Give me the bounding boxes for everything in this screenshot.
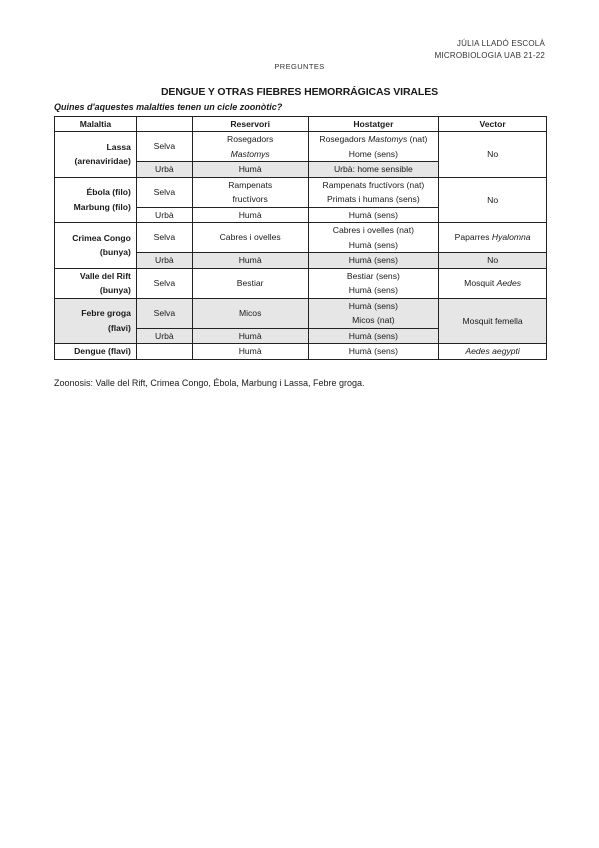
hostatger-cell: Humà (sens): [308, 328, 439, 344]
table-row: [55, 268, 547, 298]
reservori-cell: [192, 132, 308, 162]
vector-cell: No: [439, 132, 547, 178]
reservori-cell: [192, 177, 308, 207]
hostatger-text: (nat): [407, 134, 428, 144]
reservori-text: Rampenats: [228, 179, 273, 190]
hostatger-cell: [308, 132, 439, 162]
hostatger-line: Primats i humans (sens): [327, 194, 420, 204]
hostatger-cell: [308, 223, 439, 253]
hostatger-cell: [308, 298, 439, 328]
type-cell: Urbà: [136, 253, 192, 269]
disease-family: (bunya): [99, 285, 131, 295]
vector-cell: Mosquit femella: [439, 298, 547, 344]
hostatger-line: Humà (sens): [348, 239, 398, 250]
reservori-cell: Cabres i ovelles: [192, 223, 308, 253]
disease-name: Ébola (filo): [86, 187, 131, 198]
type-cell: Selva: [136, 268, 192, 298]
header-malaltia: Malaltia: [55, 117, 137, 132]
reservori-cell: Bestiar: [192, 268, 308, 298]
hostatger-cell: Humà (sens): [308, 207, 439, 223]
reservori-cell: Humà: [192, 344, 308, 360]
reservori-cell: Micos: [192, 298, 308, 328]
vector-cell: [439, 223, 547, 253]
hostatger-cell: Humà (sens): [308, 344, 439, 360]
type-cell: Urbà: [136, 328, 192, 344]
reservori-text: Rosegadors: [226, 134, 274, 144]
hostatger-cell: [308, 268, 439, 298]
table-row: [55, 223, 547, 253]
table-row: [55, 344, 547, 360]
table-row: [55, 177, 547, 207]
type-cell: Selva: [136, 132, 192, 162]
disease-family: (flavi): [108, 322, 131, 333]
question-text: Quines d'aquestes malalties tenen un cicle zoonòtic?: [54, 102, 283, 112]
reservori-cell: Humà: [192, 162, 308, 178]
author-name: JÚLIA LLADÓ ESCOLÀ: [456, 39, 545, 48]
reservori-text: fructívors: [232, 194, 268, 204]
header-vector: Vector: [439, 117, 547, 132]
disease-name: Febre groga: [81, 308, 131, 319]
hostatger-cell: Humà (sens): [308, 253, 439, 269]
vector-cell: No: [439, 253, 547, 269]
zoonosis-answer: Zoonosis: Valle del Rift, Crimea Congo, Ébola, Marbung i Lassa, Febre groga.: [54, 378, 365, 388]
reservori-cell: Humà: [192, 328, 308, 344]
vector-species: Hyalomna: [491, 232, 531, 243]
vector-text: Paparres: [454, 232, 492, 243]
author-block: [435, 38, 545, 62]
page-title: DENGUE Y OTRAS FIEBRES HEMORRÁGICAS VIRALES: [160, 86, 439, 98]
hostatger-line: Bestiar (sens): [346, 270, 400, 281]
diseases-table: [54, 116, 547, 360]
type-cell: Selva: [136, 298, 192, 328]
disease-name: Crimea Congo: [72, 232, 131, 243]
header-type: [136, 117, 192, 132]
vector-species: Aedes: [496, 277, 522, 288]
disease-name: Marbung (filo): [73, 201, 131, 212]
hostatger-text: Rosegadors: [319, 134, 369, 144]
hostatger-line: Micos (nat): [352, 315, 395, 325]
type-cell: Selva: [136, 223, 192, 253]
hostatger-cell: [308, 177, 439, 207]
disease-family: (bunya): [99, 247, 131, 258]
disease-family: (arenaviridae): [74, 156, 131, 167]
disease-cell: [55, 298, 137, 344]
type-cell: [136, 344, 192, 360]
type-cell: Urbà: [136, 162, 192, 178]
vector-cell: [439, 268, 547, 298]
course-name: MICROBIOLOGIA UAB 21-22: [434, 51, 545, 60]
section-label: PREGUNTES: [274, 62, 325, 71]
hostatger-line: Rampenats fructívors (nat): [322, 179, 425, 190]
disease-cell: [55, 132, 137, 178]
reservori-species: Mastomys: [230, 148, 270, 159]
hostatger-line: Home (sens): [348, 148, 398, 159]
hostatger-cell: Urbà: home sensible: [308, 162, 439, 178]
header-hostatger: Hostatger: [308, 117, 439, 132]
table-row: [55, 298, 547, 328]
disease-cell: [55, 177, 137, 223]
disease-cell: [55, 223, 137, 269]
vector-text: Mosquit: [464, 277, 497, 288]
disease-name: Lassa: [106, 141, 131, 152]
table-header-row: [55, 117, 547, 132]
disease-name: Valle del Rift: [79, 270, 131, 281]
vector-cell: No: [439, 177, 547, 223]
disease-cell: Dengue (flavi): [55, 344, 137, 360]
type-cell: Urbà: [136, 207, 192, 223]
type-cell: Selva: [136, 177, 192, 207]
hostatger-line: [311, 132, 437, 147]
hostatger-line: Cabres i ovelles (nat): [332, 225, 414, 235]
reservori-cell: Humà: [192, 207, 308, 223]
reservori-cell: Humà: [192, 253, 308, 269]
disease-cell: [55, 268, 137, 298]
hostatger-line: Humà (sens): [348, 300, 398, 311]
hostatger-species: Mastomys: [368, 134, 408, 144]
vector-cell: Aedes aegypti: [439, 344, 547, 360]
hostatger-line: Humà (sens): [348, 285, 398, 295]
table-row: [55, 132, 547, 162]
header-reservori: Reservori: [192, 117, 308, 132]
